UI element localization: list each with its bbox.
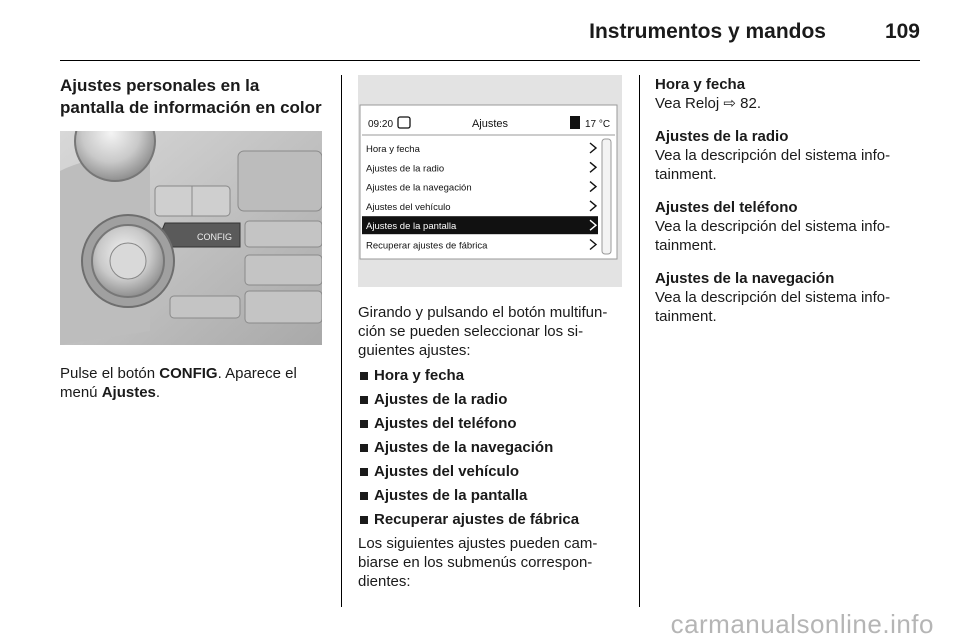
- outro-paragraph: Los siguientes ajustes pueden cambiarse en los submenús correspondientes:: [358, 535, 598, 590]
- bullet-square-icon: [360, 492, 368, 500]
- reference-entry-title: Ajustes del teléfono: [655, 199, 798, 216]
- reference-entry-text: Vea Reloj ⇨ 82.: [655, 95, 761, 112]
- ajustes-term: Ajustes: [101, 384, 156, 401]
- screen-time: 09:20: [368, 119, 394, 130]
- instruction-paragraph: Pulse el botón CONFIG. Aparece el menú Ajustes.: [60, 365, 297, 401]
- screen-title: Ajustes: [471, 118, 509, 130]
- column-1: [60, 75, 326, 402]
- settings-list-item-label: Ajustes del teléfono: [374, 415, 517, 432]
- thermometer-icon: [570, 116, 580, 129]
- watermark: carmanualsonline.info: [670, 609, 934, 639]
- reference-entry: [655, 269, 921, 326]
- intro-paragraph: Girando y pulsando el botón multifunción se pueden seleccionar los siguientes ajustes:: [358, 304, 608, 359]
- bullet-square-icon: [360, 468, 368, 476]
- settings-list-item: [358, 366, 624, 385]
- reference-entry: [655, 75, 921, 113]
- page-reference[interactable]: 82.: [740, 95, 761, 112]
- column-3: [655, 75, 921, 340]
- header-rule: [60, 60, 920, 61]
- reference-entry-title: Ajustes de la navegación: [655, 270, 835, 287]
- screen-menu-item-label: Ajustes del vehículo: [366, 201, 451, 213]
- arrow-ref-icon: ⇨: [723, 95, 741, 112]
- settings-list-item-label: Ajustes del vehículo: [374, 463, 520, 480]
- screen-menu-item: [362, 216, 598, 234]
- page-number: 109: [884, 20, 920, 43]
- screen-temperature: 17 °C: [585, 119, 611, 130]
- bullet-square-icon: [360, 516, 368, 524]
- settings-list-item: [358, 390, 624, 409]
- screen-menu-item-label: Hora y fecha: [366, 144, 420, 155]
- settings-list-item: [358, 510, 624, 529]
- reference-entry-text: Vea la descripción del sistema infotainment.: [655, 218, 891, 254]
- screen-menu-item-label: Ajustes de la radio: [366, 163, 445, 175]
- settings-list-item-label: Ajustes de la radio: [374, 391, 508, 408]
- settings-list: [358, 366, 624, 529]
- settings-list-item: [358, 438, 624, 457]
- column-divider: [341, 75, 342, 607]
- settings-list-item: [358, 486, 624, 505]
- reference-entry-title: Hora y fecha: [655, 76, 746, 93]
- reference-entry-text: Vea la descripción del sistema infotainment.: [655, 289, 891, 325]
- settings-list-item-label: Recuperar ajustes de fábrica: [374, 511, 580, 528]
- settings-list-item: [358, 414, 624, 433]
- page-header-title: Instrumentos y mandos: [589, 20, 826, 43]
- settings-screen-image: [358, 75, 622, 287]
- settings-list-item-label: Ajustes de la pantalla: [374, 487, 528, 504]
- bullet-square-icon: [360, 396, 368, 404]
- screen-scrollbar: [602, 139, 611, 254]
- column-2: [358, 75, 624, 591]
- screen-menu-item-label: Ajustes de la pantalla: [366, 221, 457, 233]
- dashboard-photo: [60, 131, 322, 345]
- reference-entry: [655, 127, 921, 184]
- bullet-square-icon: [360, 444, 368, 452]
- screen-menu-item-label: Ajustes de la navegación: [366, 182, 472, 194]
- settings-list-item-label: Hora y fecha: [374, 367, 465, 384]
- screen-menu-item-label: Recuperar ajustes de fábrica: [366, 240, 488, 252]
- bullet-square-icon: [360, 420, 368, 428]
- config-term: CONFIG: [159, 365, 218, 382]
- settings-list-item-label: Ajustes de la navegación: [374, 439, 554, 456]
- section-title: Ajustes personales en la pantalla de información en color: [60, 76, 322, 117]
- settings-list-item: [358, 462, 624, 481]
- reference-entry-text: Vea la descripción del sistema infotainment.: [655, 147, 891, 183]
- column-divider: [639, 75, 640, 607]
- reference-entry-title: Ajustes de la radio: [655, 128, 789, 145]
- bullet-square-icon: [360, 372, 368, 380]
- config-button-label: CONFIG: [197, 232, 232, 242]
- reference-entry: [655, 198, 921, 255]
